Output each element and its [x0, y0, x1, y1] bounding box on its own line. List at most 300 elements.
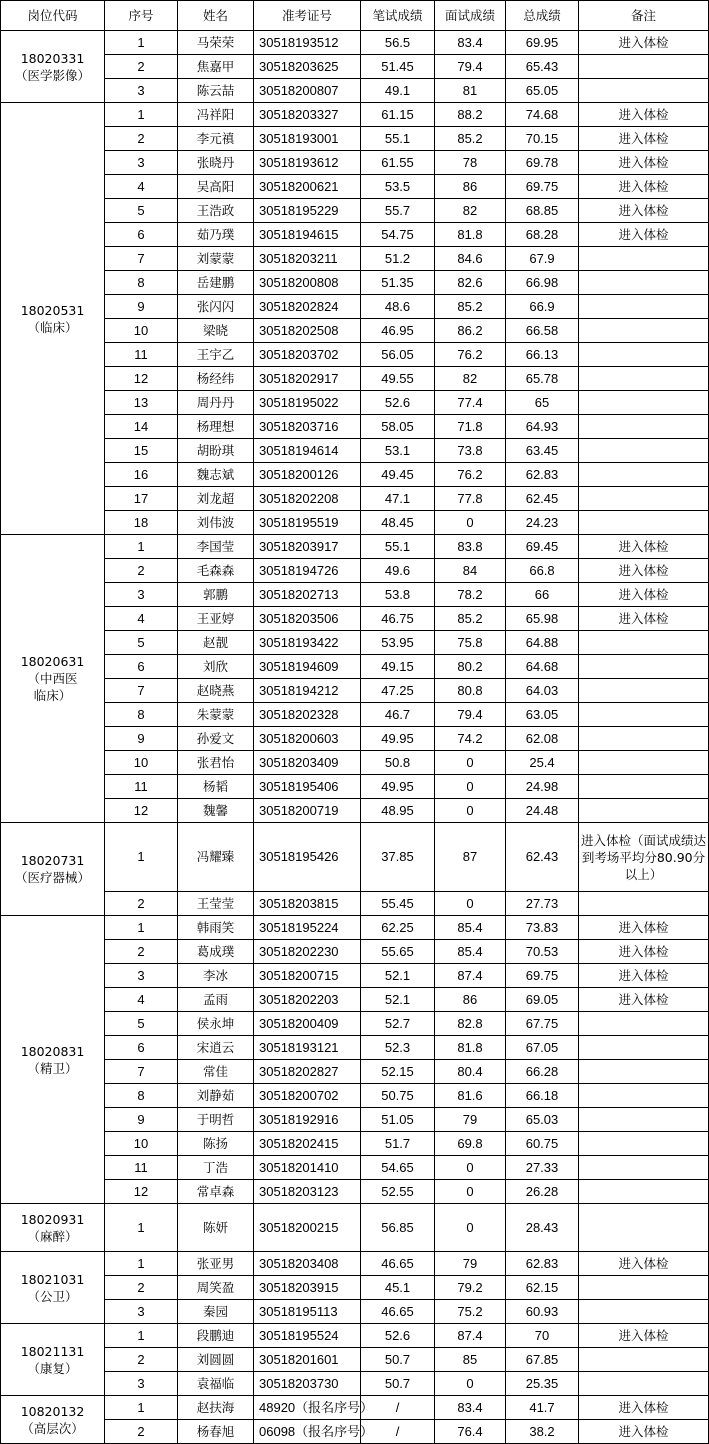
interview-score-cell: 0: [435, 775, 506, 799]
post-code-line: 18021131: [20, 1343, 85, 1359]
exam-id-cell: 30518192916: [254, 1108, 361, 1132]
table-row: [1, 1156, 709, 1180]
seq-cell: 2: [105, 55, 178, 79]
exam-id-cell: 30518203211: [254, 247, 361, 271]
exam-id-cell: 30518193612: [254, 151, 361, 175]
exam-id-cell: 30518202415: [254, 1132, 361, 1156]
total-score-cell: 69.75: [506, 964, 579, 988]
exam-id-cell: 30518202713: [254, 583, 361, 607]
total-score-cell: 64.93: [506, 415, 579, 439]
exam-id-cell: 30518193121: [254, 1036, 361, 1060]
table-row: [1, 1132, 709, 1156]
name-cell: 周笑盈: [178, 1276, 254, 1300]
post-code-line: （高层次）: [21, 1420, 84, 1436]
header-seq: 序号: [105, 1, 178, 31]
interview-score-cell: 85.4: [435, 916, 506, 940]
interview-score-cell: 83.4: [435, 31, 506, 55]
seq-cell: 8: [105, 703, 178, 727]
written-score-cell: 49.1: [361, 79, 435, 103]
post-code-line: 18020531: [20, 302, 85, 318]
name-cell: 李国莹: [178, 535, 254, 559]
total-score-cell: 65.78: [506, 367, 579, 391]
remark-cell: [579, 1036, 709, 1060]
post-code-line: 18020631: [20, 654, 85, 669]
total-score-cell: 66.18: [506, 1084, 579, 1108]
total-score-cell: 24.48: [506, 799, 579, 823]
total-score-cell: 68.85: [506, 199, 579, 223]
post-code-cell: [1, 1252, 105, 1324]
total-score-cell: 66.9: [506, 295, 579, 319]
exam-id-cell: 30518201410: [254, 1156, 361, 1180]
remark-cell: [579, 247, 709, 271]
name-cell: 常佳: [178, 1060, 254, 1084]
total-score-cell: 62.43: [506, 823, 579, 892]
table-row: [1, 103, 709, 127]
written-score-cell: 49.6: [361, 559, 435, 583]
total-score-cell: 25.35: [506, 1372, 579, 1396]
table-row: [1, 823, 709, 892]
total-score-cell: 27.73: [506, 892, 579, 916]
written-score-cell: 50.7: [361, 1372, 435, 1396]
exam-id-cell: 30518200808: [254, 271, 361, 295]
exam-id-cell: 30518200603: [254, 727, 361, 751]
name-cell: 焦嘉甲: [178, 55, 254, 79]
table-row: [1, 55, 709, 79]
remark-cell: [579, 1372, 709, 1396]
total-score-cell: 68.28: [506, 223, 579, 247]
interview-score-cell: 75.8: [435, 631, 506, 655]
total-score-cell: 65.98: [506, 607, 579, 631]
exam-id-cell: 30518194726: [254, 559, 361, 583]
seq-cell: 3: [105, 583, 178, 607]
total-score-cell: 63.45: [506, 439, 579, 463]
post-code-line: （公卫）: [27, 1288, 78, 1304]
remark-cell: [579, 55, 709, 79]
written-score-cell: 49.95: [361, 775, 435, 799]
header-interview-score: 面试成绩: [435, 1, 506, 31]
interview-score-cell: 83.8: [435, 535, 506, 559]
name-cell: 赵靓: [178, 631, 254, 655]
exam-id-cell: 30518202917: [254, 367, 361, 391]
interview-score-cell: 79.4: [435, 55, 506, 79]
seq-cell: 3: [105, 964, 178, 988]
table-row: [1, 247, 709, 271]
total-score-cell: 66.13: [506, 343, 579, 367]
name-cell: 张亚男: [178, 1252, 254, 1276]
name-cell: 杨韬: [178, 775, 254, 799]
total-score-cell: 70: [506, 1324, 579, 1348]
name-cell: 宋逍云: [178, 1036, 254, 1060]
interview-score-cell: 0: [435, 1372, 506, 1396]
table-row: [1, 940, 709, 964]
exam-id-cell: 30518194614: [254, 439, 361, 463]
header-post-code: 岗位代码: [1, 1, 105, 31]
exam-id-cell: 30518202208: [254, 487, 361, 511]
total-score-cell: 64.03: [506, 679, 579, 703]
post-code-cell: [1, 1324, 105, 1396]
name-cell: 李元禛: [178, 127, 254, 151]
total-score-cell: 66.8: [506, 559, 579, 583]
interview-score-cell: 69.8: [435, 1132, 506, 1156]
exam-id-cell: 30518200215: [254, 1204, 361, 1252]
written-score-cell: /: [361, 1396, 435, 1420]
written-score-cell: 55.45: [361, 892, 435, 916]
written-score-cell: 49.95: [361, 727, 435, 751]
written-score-cell: 53.95: [361, 631, 435, 655]
exam-id-cell: 30518195519: [254, 511, 361, 535]
seq-cell: 1: [105, 823, 178, 892]
name-cell: 陈云喆: [178, 79, 254, 103]
remark-cell: [579, 1132, 709, 1156]
exam-id-cell: 30518203409: [254, 751, 361, 775]
seq-cell: 4: [105, 988, 178, 1012]
seq-cell: 3: [105, 151, 178, 175]
table-row: [1, 964, 709, 988]
interview-score-cell: 76.2: [435, 463, 506, 487]
seq-cell: 5: [105, 631, 178, 655]
name-cell: 冯耀臻: [178, 823, 254, 892]
interview-score-cell: 81.8: [435, 223, 506, 247]
name-cell: 孙爱文: [178, 727, 254, 751]
seq-cell: 6: [105, 1036, 178, 1060]
remark-cell: [579, 1156, 709, 1180]
total-score-cell: 62.15: [506, 1276, 579, 1300]
total-score-cell: 27.33: [506, 1156, 579, 1180]
written-score-cell: 55.7: [361, 199, 435, 223]
name-cell: 梁晓: [178, 319, 254, 343]
total-score-cell: 67.85: [506, 1348, 579, 1372]
name-cell: 段鹏迪: [178, 1324, 254, 1348]
exam-id-cell: 48920（报名序号）: [254, 1396, 361, 1420]
remark-cell: [579, 79, 709, 103]
name-cell: 杨理想: [178, 415, 254, 439]
post-code-cell: [1, 103, 105, 535]
written-score-cell: 62.25: [361, 916, 435, 940]
seq-cell: 8: [105, 271, 178, 295]
exam-id-cell: 30518193422: [254, 631, 361, 655]
total-score-cell: 25.4: [506, 751, 579, 775]
interview-score-cell: 79: [435, 1252, 506, 1276]
written-score-cell: 49.45: [361, 463, 435, 487]
written-score-cell: 51.45: [361, 55, 435, 79]
written-score-cell: 54.75: [361, 223, 435, 247]
interview-score-cell: 85.4: [435, 940, 506, 964]
seq-cell: 6: [105, 655, 178, 679]
written-score-cell: 56.5: [361, 31, 435, 55]
name-cell: 陈扬: [178, 1132, 254, 1156]
remark-cell: 进入体检: [579, 103, 709, 127]
seq-cell: 11: [105, 775, 178, 799]
interview-score-cell: 0: [435, 751, 506, 775]
remark-cell: [579, 1180, 709, 1204]
remark-cell: [579, 679, 709, 703]
remark-cell: [579, 463, 709, 487]
interview-score-cell: 87.4: [435, 964, 506, 988]
written-score-cell: 55.65: [361, 940, 435, 964]
interview-score-cell: 76.2: [435, 343, 506, 367]
interview-score-cell: 80.8: [435, 679, 506, 703]
table-row: [1, 679, 709, 703]
written-score-cell: 50.7: [361, 1348, 435, 1372]
remark-cell: 进入体检: [579, 199, 709, 223]
interview-score-cell: 86: [435, 988, 506, 1012]
table-row: [1, 1012, 709, 1036]
exam-id-cell: 30518200715: [254, 964, 361, 988]
exam-id-cell: 30518195022: [254, 391, 361, 415]
table-row: [1, 1108, 709, 1132]
written-score-cell: 49.55: [361, 367, 435, 391]
header-row: [1, 1, 709, 31]
written-score-cell: 50.75: [361, 1084, 435, 1108]
table-row: [1, 1036, 709, 1060]
remark-cell: [579, 487, 709, 511]
name-cell: 秦园: [178, 1300, 254, 1324]
total-score-cell: 70.53: [506, 940, 579, 964]
seq-cell: 12: [105, 1180, 178, 1204]
written-score-cell: 54.65: [361, 1156, 435, 1180]
post-code-cell: [1, 31, 105, 103]
exam-id-cell: 30518193001: [254, 127, 361, 151]
exam-id-cell: 30518200807: [254, 79, 361, 103]
seq-cell: 10: [105, 319, 178, 343]
remark-cell: 进入体检: [579, 127, 709, 151]
seq-cell: 1: [105, 103, 178, 127]
interview-score-cell: 0: [435, 511, 506, 535]
written-score-cell: 58.05: [361, 415, 435, 439]
seq-cell: 2: [105, 127, 178, 151]
table-row: [1, 1204, 709, 1252]
written-score-cell: 37.85: [361, 823, 435, 892]
interview-score-cell: 85.2: [435, 127, 506, 151]
seq-cell: 10: [105, 1132, 178, 1156]
table-row: [1, 1180, 709, 1204]
total-score-cell: 66.28: [506, 1060, 579, 1084]
written-score-cell: 52.6: [361, 1324, 435, 1348]
post-code-line: （医学影像）: [14, 67, 90, 83]
post-code-line: 18020831: [20, 1043, 85, 1059]
remark-cell: [579, 1060, 709, 1084]
interview-score-cell: 77.8: [435, 487, 506, 511]
total-score-cell: 64.68: [506, 655, 579, 679]
table-row: [1, 799, 709, 823]
remark-cell: 进入体检: [579, 175, 709, 199]
name-cell: 丁浩: [178, 1156, 254, 1180]
table-row: [1, 655, 709, 679]
exam-id-cell: 30518203815: [254, 892, 361, 916]
remark-cell: [579, 751, 709, 775]
exam-id-cell: 30518203506: [254, 607, 361, 631]
written-score-cell: 55.1: [361, 127, 435, 151]
written-score-cell: 52.6: [361, 391, 435, 415]
written-score-cell: 52.55: [361, 1180, 435, 1204]
remark-cell: [579, 271, 709, 295]
header-total-score: 总成绩: [506, 1, 579, 31]
seq-cell: 3: [105, 79, 178, 103]
table-row: [1, 223, 709, 247]
exam-id-cell: 30518202230: [254, 940, 361, 964]
seq-cell: 3: [105, 1372, 178, 1396]
table-row: [1, 535, 709, 559]
exam-id-cell: 30518194615: [254, 223, 361, 247]
written-score-cell: 49.15: [361, 655, 435, 679]
name-cell: 杨春旭: [178, 1420, 254, 1444]
total-score-cell: 63.05: [506, 703, 579, 727]
exam-id-cell: 30518203408: [254, 1252, 361, 1276]
remark-cell: [579, 1084, 709, 1108]
interview-score-cell: 81.6: [435, 1084, 506, 1108]
post-code-line: 10820132: [20, 1403, 85, 1419]
exam-id-cell: 30518203702: [254, 343, 361, 367]
written-score-cell: 46.65: [361, 1252, 435, 1276]
interview-score-cell: 73.8: [435, 439, 506, 463]
interview-score-cell: 87.4: [435, 1324, 506, 1348]
written-score-cell: 56.85: [361, 1204, 435, 1252]
remark-cell: [579, 343, 709, 367]
table-row: [1, 199, 709, 223]
seq-cell: 17: [105, 487, 178, 511]
seq-cell: 9: [105, 1108, 178, 1132]
exam-id-cell: 30518202508: [254, 319, 361, 343]
remark-cell: [579, 799, 709, 823]
name-cell: 胡盼琪: [178, 439, 254, 463]
seq-cell: 2: [105, 940, 178, 964]
remark-cell: [579, 1012, 709, 1036]
seq-cell: 5: [105, 1012, 178, 1036]
interview-score-cell: 80.2: [435, 655, 506, 679]
remark-cell: [579, 439, 709, 463]
interview-score-cell: 83.4: [435, 1396, 506, 1420]
table-row: [1, 415, 709, 439]
interview-score-cell: 0: [435, 1156, 506, 1180]
exam-id-cell: 30518193512: [254, 31, 361, 55]
interview-score-cell: 85.2: [435, 295, 506, 319]
exam-id-cell: 30518200702: [254, 1084, 361, 1108]
name-cell: 魏馨: [178, 799, 254, 823]
table-row: [1, 127, 709, 151]
remark-cell: [579, 1204, 709, 1252]
interview-score-cell: 85.2: [435, 607, 506, 631]
seq-cell: 12: [105, 799, 178, 823]
table-row: [1, 1420, 709, 1444]
table-row: [1, 439, 709, 463]
remark-cell: 进入体检: [579, 964, 709, 988]
total-score-cell: 66: [506, 583, 579, 607]
total-score-cell: 24.23: [506, 511, 579, 535]
interview-score-cell: 71.8: [435, 415, 506, 439]
seq-cell: 2: [105, 1348, 178, 1372]
written-score-cell: 52.15: [361, 1060, 435, 1084]
remark-cell: [579, 775, 709, 799]
seq-cell: 7: [105, 679, 178, 703]
remark-cell: [579, 655, 709, 679]
exam-id-cell: 30518200409: [254, 1012, 361, 1036]
total-score-cell: 62.45: [506, 487, 579, 511]
written-score-cell: 45.1: [361, 1276, 435, 1300]
total-score-cell: 74.68: [506, 103, 579, 127]
table-row: [1, 1084, 709, 1108]
remark-cell: [579, 415, 709, 439]
name-cell: 葛成璞: [178, 940, 254, 964]
written-score-cell: 47.25: [361, 679, 435, 703]
table-row: [1, 31, 709, 55]
remark-cell: [579, 727, 709, 751]
interview-score-cell: 81: [435, 79, 506, 103]
written-score-cell: 47.1: [361, 487, 435, 511]
total-score-cell: 66.98: [506, 271, 579, 295]
seq-cell: 10: [105, 751, 178, 775]
total-score-cell: 64.88: [506, 631, 579, 655]
seq-cell: 15: [105, 439, 178, 463]
interview-score-cell: 82: [435, 199, 506, 223]
exam-id-cell: 30518203327: [254, 103, 361, 127]
name-cell: 刘欣: [178, 655, 254, 679]
interview-score-cell: 82.6: [435, 271, 506, 295]
total-score-cell: 69.45: [506, 535, 579, 559]
name-cell: 张闪闪: [178, 295, 254, 319]
seq-cell: 12: [105, 367, 178, 391]
total-score-cell: 69.75: [506, 175, 579, 199]
exam-id-cell: 30518200719: [254, 799, 361, 823]
seq-cell: 1: [105, 1324, 178, 1348]
seq-cell: 6: [105, 223, 178, 247]
written-score-cell: 48.45: [361, 511, 435, 535]
remark-cell: 进入体检: [579, 535, 709, 559]
post-code-line: 18021031: [20, 1271, 85, 1287]
header-name: 姓名: [178, 1, 254, 31]
remark-cell: 进入体检: [579, 583, 709, 607]
table-row: [1, 343, 709, 367]
interview-score-cell: 76.4: [435, 1420, 506, 1444]
remark-cell: 进入体检: [579, 559, 709, 583]
table-row: [1, 583, 709, 607]
total-score-cell: 67.05: [506, 1036, 579, 1060]
name-cell: 常卓森: [178, 1180, 254, 1204]
table-row: [1, 607, 709, 631]
total-score-cell: 65.05: [506, 79, 579, 103]
written-score-cell: 46.7: [361, 703, 435, 727]
written-score-cell: 53.1: [361, 439, 435, 463]
name-cell: 赵扶海: [178, 1396, 254, 1420]
name-cell: 陈妍: [178, 1204, 254, 1252]
seq-cell: 1: [105, 1396, 178, 1420]
total-score-cell: 41.7: [506, 1396, 579, 1420]
interview-score-cell: 80.4: [435, 1060, 506, 1084]
post-code-line: （麻醉）: [27, 1228, 78, 1244]
name-cell: 魏志斌: [178, 463, 254, 487]
remark-cell: [579, 892, 709, 916]
post-code-cell: [1, 916, 105, 1204]
exam-id-cell: 30518200126: [254, 463, 361, 487]
table-row: [1, 727, 709, 751]
interview-score-cell: 85: [435, 1348, 506, 1372]
post-code-cell: [1, 1396, 105, 1444]
name-cell: 于明哲: [178, 1108, 254, 1132]
total-score-cell: 73.83: [506, 916, 579, 940]
table-row: [1, 1348, 709, 1372]
interview-score-cell: 79.4: [435, 703, 506, 727]
post-code-line: 临床）: [33, 688, 72, 703]
seq-cell: 2: [105, 1276, 178, 1300]
interview-score-cell: 87: [435, 823, 506, 892]
table-row: [1, 1300, 709, 1324]
exam-id-cell: 30518194212: [254, 679, 361, 703]
table-row: [1, 511, 709, 535]
written-score-cell: 52.1: [361, 988, 435, 1012]
header-remark: 备注: [579, 1, 709, 31]
exam-id-cell: 30518202328: [254, 703, 361, 727]
remark-cell: [579, 1348, 709, 1372]
exam-id-cell: 30518203716: [254, 415, 361, 439]
